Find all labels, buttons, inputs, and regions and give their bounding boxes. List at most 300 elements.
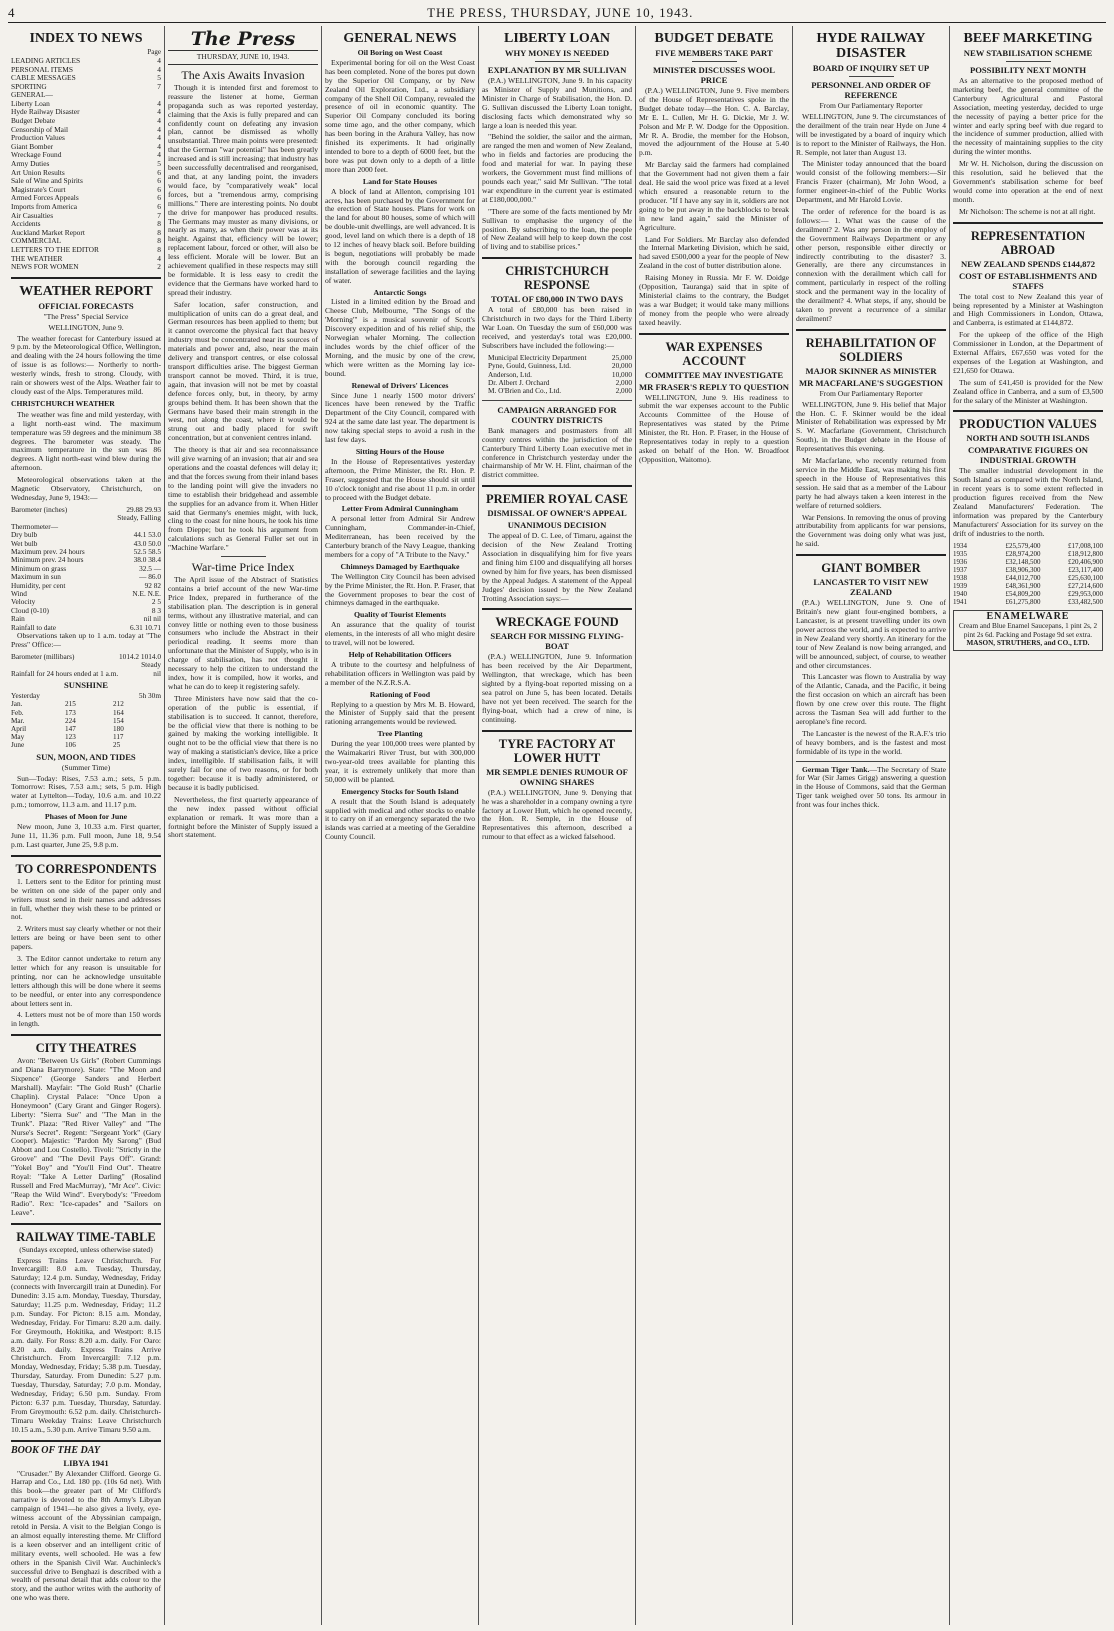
donor-amount: 2,000: [615, 377, 632, 387]
general-item-text: An assurance that the quality of tourist elements, in the interests of all who might desire to travel, will not be lowered.: [325, 620, 475, 648]
representation-paragraph: For the upkeep of the office of the High Commissioner in London, at the Department of External Affairs, £67,650 was voted for the expenses of the Legation at Washington, and £21,650 for Ottawa.: [953, 330, 1103, 375]
thermometer-am: 2: [151, 597, 156, 607]
liberty-sub2: EXPLANATION BY MR SULLIVAN: [487, 65, 627, 75]
production-south: £29,953,000: [1068, 589, 1103, 598]
production-north: £48,361,900: [1005, 581, 1041, 590]
war-expenses-sub2: MR FRASER'S REPLY TO QUESTION: [639, 381, 789, 392]
ad-title: ENAMELWARE: [986, 610, 1070, 622]
index-item-page: 4: [157, 55, 161, 65]
thermometer-am: 44.1: [133, 530, 147, 540]
production-row: [953, 574, 1103, 582]
wreckage-title: WRECKAGE FOUND: [495, 615, 619, 630]
rehab-byline: From Our Parliamentary Reporter: [819, 388, 923, 398]
sunshine-row: [11, 741, 161, 749]
sunshine-row: [11, 717, 161, 725]
donor-name: Municipal Electricity Department: [488, 352, 587, 362]
thermometer-pm: 82: [153, 580, 161, 590]
index-item-label: Production Values: [11, 133, 65, 143]
liberty-article: [482, 77, 632, 252]
thermometer-label: Humidity, per cent: [11, 580, 66, 590]
index-item-label: Accidents: [11, 219, 41, 229]
budget-paragraph: (P.A.) WELLINGTON, June 9. Five members of the House of Representatives spoke in the Budget debate today—the Hon. C. A. Barclay, Mr E. L. Cullen, Mr H. G. Dickie, Mr J. W. Polson and Mr P. W. Dodge for the Opposition. Mr R. A. Brodie, the member for the Hobson, moved the adjournment of the House at 5.40 p.m.: [639, 86, 789, 158]
beef-sub2: POSSIBILITY NEXT MONTH: [969, 65, 1087, 75]
thermometer-am: N.E.: [132, 588, 146, 598]
index-item-label: Air Casualties: [11, 210, 54, 220]
beef-paragraph: As an alternative to the proposed method of marketing beef, the general committee of the Canterbury Agricultural and Pastoral Association, meeting yesterday, decided to urge the necessity of paying a better price for the winter and early spring beef with due regard to the incidence of summer production, allied with the necessity of maintaining supplies to the city during the winter months.: [953, 76, 1103, 157]
index-item-page: 4: [157, 107, 161, 117]
rehab-sub: MAJOR SKINNER AS MINISTER: [805, 365, 937, 376]
thermometer-am: 43.0: [133, 538, 147, 548]
production-year: 1938: [953, 573, 967, 582]
thermometer-label: Cloud (0-10): [11, 605, 49, 615]
budget-paragraph: Land For Soldiers. Mr Barclay also defended the Internal Marketing Division, which he said, had saved £500,000 a year for the people of New Zealand in the cost of butter distribution alone.: [639, 234, 789, 271]
index-item-page: 7: [157, 210, 161, 220]
thermometer-pm: 53.0: [148, 530, 161, 540]
weather-title: WEATHER REPORT: [19, 283, 153, 299]
production-row: [953, 550, 1103, 558]
sunshine-a: 215: [65, 700, 76, 709]
index-item-label: LETTERS TO THE EDITOR: [11, 244, 99, 254]
thermometer-label: Minimum on grass: [11, 563, 67, 573]
column-2: [165, 26, 322, 1625]
thermometer-label: Rain: [11, 614, 25, 624]
index-item-label: Budget Debate: [11, 116, 56, 126]
donor-name: Pyne, Gould, Guinness, Ltd.: [488, 361, 571, 371]
ad-text: Cream and Blue Enamel Saucepans, 1 pint 2s, 2 pint 2s 6d. Packing and Postage 9d set extra.: [958, 621, 1098, 639]
thermometer-pm: 86.0: [148, 572, 161, 582]
general-item-heading: Antarctic Songs: [373, 287, 427, 297]
weather-forecast: The weather forecast for Canterbury issued at 9 p.m. by the Meteorological Office, Wellington, and dealing with the 24 hours following the time of issue is as follows:— Northerly to north-westerly winds, fresh to strong. Cloudy, with rain or showers west of the Alps. Weather fair to cloudy east of the Alps. Temperatures mild.: [11, 333, 161, 396]
production-north: £38,906,300: [1005, 565, 1041, 574]
press-logo: The Press: [168, 28, 318, 51]
general-item-text: Listed in a limited edition by the Broad and Cheese Club, Melbourne, "The Songs of the 'Morning'" is a musical souvenir of Scott's Discovery expedition and of his relief ship, the Norwegian whaler Morning. The collection includes words by the chief officer of the Morning, and the music by one of the crew, which were written as the Morning lay ice-bound.: [325, 297, 475, 378]
production-south: £27,214,600: [1068, 581, 1103, 590]
liberty-title: LIBERTY LOAN: [504, 31, 610, 46]
liberty-paragraph: (P.A.) WELLINGTON, June 9. In his capacity as Minister of Supply and Munitions, and Minister in Charge of Stabilisation, the Hon. D. G. Sullivan discussed the Liberty Loan tonight, disclosing facts which demonstrated why so large a loan is needed this year.: [482, 76, 632, 130]
beef-article: [953, 77, 1103, 217]
bomber-paragraph: This Lancaster was flown to Australia by way of the Atlantic, Canada, and the Pacific, it being the first occasion on which an aircraft has been flown by one crew over this route. The flight across the Tasman Sea will add further to the aeroplane's fine record.: [796, 672, 946, 726]
price-index-title: War-time Price Index: [191, 560, 295, 575]
liberty-paragraph: "Behind the soldier, the sailor and the airman, are ranged the men and women of New Zealand, who in fields and factories are producing the food and material for war. In paying these workers, the Government must find millions of pounds each year," said Mr Sullivan. "The total war expenditure in the current year is estimated at £180,000,000.": [482, 132, 632, 204]
general-item-heading: Land for State Houses: [362, 176, 438, 186]
production-year: 1934: [953, 541, 967, 550]
rehab-article: [796, 401, 946, 550]
donor-amount: 25,000: [611, 352, 632, 362]
railway-sub: (Sundays excepted, unless otherwise stated): [19, 1244, 153, 1254]
general-item-text: Replying to a question by Mrs M. B. Howard, the Minister of Supply said that the present rationing arrangements would be reviewed.: [325, 699, 475, 727]
index-item-page: 4: [157, 124, 161, 134]
sunshine-month: Mar.: [11, 716, 25, 725]
donor-name: Dr. Albert J. Orchard: [488, 377, 550, 387]
thermometer-pm: N.E.: [147, 588, 161, 598]
donor-amount: 20,000: [611, 361, 632, 371]
production-north: £54,809,200: [1005, 589, 1041, 598]
index-item-label: Army Duties: [11, 159, 50, 169]
donor-row: [482, 387, 632, 395]
sunshine-b: 154: [113, 716, 124, 725]
representation-paragraph: The sum of £41,450 is provided for the New Zealand office in Canberra, and a sum of £3,500 for the salary of the Minister at Washington.: [953, 377, 1103, 405]
production-row: [953, 558, 1103, 566]
bomber-article: [796, 599, 946, 756]
index-item-page: 8: [157, 227, 161, 237]
general-item-heading: Chimneys Damaged by Earthquake: [340, 561, 460, 571]
hyde-paragraph: The order of reference for the board is as follows:— 1. What was the cause of the derailment? 2. Was any person in the employ of the Government Railways Department or any other person, responsible either directly or indirectly contributing to the disaster? 3. Generally, are there any circumstances in connexion with the derailment which call for comment, particularly in respect of the rolling stock and the permanent way in the locality of the derailment? 4. What steps, if any, should be taken to prevent a recurrence of a similar derailment?: [796, 206, 946, 323]
war-expenses-text: WELLINGTON, June 9. His readiness to submit the war expenses account to the Public Accounts Committee of the House of Representatives was stated by the Prime Minister, the Rt. Hon. P. Fraser, in the House of Representatives today in reply to a question asked on behalf of the Hon. W. Broadfoot (Opposition, Waitomo).: [639, 392, 789, 464]
sunshine-row: [11, 709, 161, 717]
sunshine-b: 212: [113, 700, 124, 709]
sunshine-yesterday: Yesterday 5h 30m: [11, 691, 161, 700]
production-north: £28,974,200: [1005, 549, 1041, 558]
index-item-label: Censorship of Mail: [11, 124, 69, 134]
sunshine-a: 106: [65, 741, 76, 750]
hyde-paragraph: The Minister today announced that the board would consist of the following members:—Sir Francis Frazer (chairman), Mr John Wood, a former engineer-in-chief of the Public Works Department, and Mr Harold Lovie.: [796, 159, 946, 205]
representation-title: REPRESENTATION ABROAD: [970, 228, 1086, 257]
budget-title: BUDGET DEBATE: [654, 31, 774, 46]
bomber-title: GIANT BOMBER: [821, 561, 921, 576]
general-item-text: During the year 100,000 trees were planted by the Waimakariri River Trust, but with 300,000 two-year-old trees available for planting this year, it is extremely unlikely that more than 50,000 will be planted.: [325, 739, 475, 784]
index-item-label: Wreckage Found: [11, 150, 62, 160]
thermometer-am: 8: [151, 605, 156, 615]
sunshine-a: 123: [65, 733, 76, 742]
premier-sub2: UNANIMOUS DECISION: [507, 520, 607, 531]
production-year: 1941: [953, 597, 967, 606]
production-title: PRODUCTION VALUES: [959, 417, 1097, 432]
thermometer-label: Wind: [11, 588, 27, 598]
tyre-title: TYRE FACTORY AT LOWER HUTT: [498, 736, 616, 765]
tank-item: German Tiger Tank.—The Secretary of State for War (Sir James Grigg) answering a question in the House of Commons, said that the German Tiger tank weighed over 50 tons. Its armour in front was four inches thick.: [796, 764, 946, 810]
sunshine-month: May: [11, 733, 25, 742]
cc-weather-text: The weather was fine and mild yesterday, with a light north-east wind. The maximum temperature was 59 degrees and the minimum 38 degrees. The barometer was steady. The maximum temperature in the sun was 86 degrees. A light north-east wind blew during the afternoon.: [11, 409, 161, 473]
index-item-label: Armed Forces Appeals: [11, 193, 79, 203]
index-item-page: 6: [157, 184, 161, 194]
index-item-page: 4: [157, 133, 161, 143]
thermometer-pm: nil: [153, 614, 161, 624]
index-item-label: SPORTING: [11, 81, 47, 91]
production-year: 1936: [953, 557, 967, 566]
thermometer-am: 92: [144, 580, 152, 590]
production-south: £33,482,500: [1068, 597, 1103, 606]
general-item-text: Since June 1 nearly 1500 motor drivers' licences have been renewed by the Traffic Department of the City Council, compared with 924 at the same date last year. The department is now taking special steps to avoid a rush in the last few days.: [325, 390, 475, 445]
rainfall-24: Rainfall for 24 hours ended at 1 a.m. nil: [11, 668, 161, 678]
general-item-heading: Letter From Admiral Cunningham: [341, 504, 459, 514]
thermometer-label: Maximum prev. 24 hours: [11, 546, 85, 556]
correspondent-rule: 3. The Editor cannot undertake to return any letter which for any reason is unsuitable for printing, nor can he acknowledge unsuitable letters although this will be done where it seems to be needful, or enter into any correspondence about letters sent in.: [11, 954, 161, 1008]
war-expenses-sub: COMMITTEE MAY INVESTIGATE: [644, 369, 784, 380]
thermometer-pm: 50.0: [148, 538, 161, 548]
general-item-heading: Renewal of Drivers' Licences: [351, 380, 449, 390]
correspondents-title: TO CORRESPONDENTS: [15, 861, 157, 876]
sun-moon-sub: (Summer Time): [61, 762, 111, 772]
moon-title: Phases of Moon for June: [44, 812, 128, 822]
rehab-paragraph: Mr Macfarlane, who recently returned from service in the Middle East, was making his first speech in the House of Representatives this session. He said that as a member of the Labour party he had always taken a keen interest in the welfare of returned soldiers.: [796, 456, 946, 510]
bomber-sub: LANCASTER TO VISIT NEW ZEALAND: [813, 577, 929, 598]
production-row: [953, 582, 1103, 590]
production-north: £61,275,800: [1005, 597, 1041, 606]
sunshine-month: Feb.: [11, 708, 24, 717]
representation-sub: NEW ZEALAND SPENDS £144,872: [960, 258, 1096, 269]
index-item-label: GENERAL—: [11, 90, 53, 100]
budget-paragraph: Raising Money in Russia. Mr F. W. Doidge (Opposition, Tauranga) said that in spite of Ministerial claims to the contrary, the Budget was a war Budget; it would take many millions of money from the people who were already taxed heavily.: [639, 273, 789, 327]
index-item-label: Sale of Wine and Spirits: [11, 176, 83, 186]
book-subtitle: LIBYA 1941: [63, 1457, 109, 1468]
index-item-label: Imports from America: [11, 202, 78, 211]
theatres-title: CITY THEATRES: [35, 1041, 137, 1056]
index-item-page: 4: [157, 150, 161, 160]
production-text: The smaller industrial development in the South Island as compared with the North Island, in recent years is to some extent reflected in production figures received from the New Zealand Manufacturers' Federation. The information was prepared by the Canterbury Manufacturers' Association for its survey on the drift of industries to the north.: [953, 466, 1103, 538]
theatres-text: Avon: "Between Us Girls" (Robert Cummings and Diana Barrymore). State: "The Moon and Sixpence" (George Sanders and Herbert Marshall). Mayfair: "The Gold Rush" (Charlie Chaplin). Crystal Palace: "Once Upon a Honeymoon" (Cary Grant and Ginger Rogers). Liberty: "Sierra Sue" and "The Man in the Trunk". Plaza: "Red River Valley" and "The Nurse's Secret". Regent: "Sergeant York" (Gary Cooper). Majestic: "Pardon My Sarong" (Bud Abbott and Lou Costello). Tivoli: "Strictly in the Groove" and "The Devil Pays Off". Grand: "Yokel Boy" and "You'll Find Out". Theatre Royal: "Take A Letter Darling" (Rosalind Russell and Fred MacMurray), "Mr Ace". Civic: "Reap the Wild Wind". Everybody's: "Freedom Radio". Rex: "Ice-capades" and "Sailors on Leave".: [11, 1056, 161, 1217]
index-item-page: 5: [157, 73, 161, 83]
thermometer-am: —: [139, 572, 147, 582]
sun-moon-text: Sun—Today: Rises, 7.53 a.m.; sets, 5 p.m. Tomorrow: Rises, 7.53 a.m.; sets, 5 p.m. High water at Lyttelton—Today, 10.6 a.m. and 10.22 p.m.; tomorrow, 11.3 a.m. and 11.17 p.m.: [11, 773, 161, 810]
masthead: [8, 4, 1106, 23]
barometer-row: Barometer (inches) 29.88 29.93: [11, 504, 161, 514]
sunshine-title: SUNSHINE: [64, 680, 108, 690]
donor-amount: 10,000: [611, 369, 632, 379]
correspondent-rule: 4. Letters must not be of more than 150 words in length.: [11, 1010, 161, 1029]
book-title: BOOK OF THE DAY: [11, 1444, 100, 1456]
bomber-paragraph: The Lancaster is the newest of the R.A.F.'s trio of heavy bombers, and is the fastest and most formidable of its type in the world.: [796, 728, 946, 756]
price-paragraph: Nevertheless, the first quarterly appearance of the new index passed without official explanation or remark. It was more than a fortnight before the Minister of Supply issued a short statement.: [168, 794, 318, 840]
index-title: INDEX TO NEWS: [29, 31, 143, 46]
liberty-paragraph: "There are some of the facts mentioned by Mr Sullivan to emphasise the urgency of the position. By subscribing to the loan, the people of New Zealand will help to keep down the cost of living and to stabilise prices.": [482, 206, 632, 252]
correspondent-rule: 1. Letters sent to the Editor for printing must be written on one side of the paper only and writers must send in their names and addresses in full, whether they wish these to be printed or not.: [11, 876, 161, 922]
sunshine-list: [11, 700, 161, 749]
production-north: £44,012,700: [1005, 573, 1041, 582]
index-item-page: 2: [157, 262, 161, 272]
sunshine-row: [11, 725, 161, 733]
hyde-sub: BOARD OF INQUIRY SET UP: [812, 63, 930, 73]
column-1: INDEX TO NEWS Page LEADING ARTICLES 4 PERSONAL ITEMS 4 CABLE MESSAGES 5 SPORTING 7 GENERAL— Liberty Loan 4 Hyde Railway Disaster 4 Budget Debate 4 Censorship of Mail 4 Production Values 4 Giant Bomber 4 Wreckage Found 4 Army Duties 5 Art Union Results 6 Sale of Wine and Spirits 6 Magistrate's Court 6 Armed Forces Appeals 6 Imports from America 6 Air Casualties 7 Accidents 8 Auckland Market Report 8 COMMERCIAL 8 LETTERS TO THE EDITOR 8 THE WEATHER 4 NEWS FOR WOMEN 2 WEATHER REPORT OFFICIAL FORECASTS "The Press" Special Service WELLINGTON, June 9. The weather forecast for Canterbury issued at 9 p.m. by the Meteorological Office, Wellington, and dealing with the 24 hours following the time of issue is as follows:— Northerly to north-westerly winds, fresh to strong. Cloudy, with rain or showers west of the Alps. Weather fair to cloudy east of the Alps. Temperatures mild. CHRISTCHURCH WEATHER The weather was fine and mild yesterday, with a light north-east wind. The maximum temperature was 59 degrees and the minimum 38 degrees. The barometer was steady. The maximum temperature in the sun was 86 degrees. A light north-east wind blew during the afternoon. Meteorological observations taken at the Magnetic Observatory, Christchurch, on Wednesday, June 9, 1943:— Barometer (inches) 29.88 29.93 Steady, Falling Thermometer— Dry bulb 44.1 53.0 Wet bulb 43.0 50.0 Maximum prev. 24 hours 52.5 58.5 Minimum prev. 24 hours 38.0 38.4 Minimum on grass 32.5 — Maximum in sun — 86.0 Humidity, per cent 92 82 Wind N.E. N.E. Velocity 2 5 Cloud (0-10) 8 3 Rain nil nil Rainfall to date 6.31 10.71 Observations taken up to 1 a.m. today at "The Press" Office:— Barometer (millibars) 1014.2 1014.0 Steady Rainfall for 24 hours ended at 1 a.m. nil SUNSHINE Yesterday 5h 30m Jan. 215 212 Feb. 173 164 Mar. 224 154 April 147 180 May 123 117 June 106 25 SUN, MOON, AND TIDES (Summer Time) Sun—Today: Rises, 7.53 a.m.; sets, 5 p.m. Tomorrow: Rises, 7.53 a.m.; sets, 5 p.m. High water at Lyttelton—Today, 10.6 a.m. and 10.22 p.m.; tomorrow, 11.3 a.m. and 11.17 p.m. Phases of Moon for June New moon, June 3, 10.33 a.m. First quarter, June 11, 11.36 p.m. Full moon, June 18, 9.54 p.m. Last quarter, June 25, 9.8 p.m. TO CORRESPONDENTS 1. Letters sent to the Editor for printing must be written on one side of the paper only and writers must send in their names and addresses in full, whether they wish these to be printed or not. 2. Writers must say clearly whether or not their letters are being or have been sent to other papers. 3. The Editor cannot undertake to return any letter which for any reason is unsuitable for printing, nor can he acknowledge unsuitable letters although this will be done where it seems to be needful, or enter into any correspondence about letters sent in. 4. Letters must not be of more than 150 words in length. CITY THEATRES Avon: "Between Us Girls" (Robert Cummings and Diana Barrymore). State: "The Moon and Sixpence" (George Sanders and Herbert Marshall). Mayfair: "The Gold Rush" (Charlie Chaplin). Crystal Palace: "Once Upon a Honeymoon" (Cary Grant and Ginger Rogers). Liberty: "Sierra Sue" and "The Man in the Trunk". Plaza: "Red River Valley" and "The Nurse's Secret". Regent: "Sergeant York" (Gary Cooper). Majestic: "Pardon My Sarong" (Bud Abbott and Lou Costello). Tivoli: "Strictly in the Groove" and "The Devil Pays Off". Grand: "Yokel Boy" and "You'll Find Out". Theatre Royal: "Take A Letter Darling" (Rosalind Russell and Fred MacMurray), "Mr Ace". Civic: "Reap the Wild Wind". Everybody's: "Freedom Radio". Rex: "Ice-capades" and "Sailors on Leave". RAILWAY TIME-TABLE (Sundays excepted, unless otherwise stated) Express Trains Leave Christchurch. For Invercargill: 8.0 a.m. Tuesday, Thursday, Saturday; 12.4 p.m. Sunday, Wednesday, Friday (connects with Invercargill train at Dunedin). For Dunedin: 3.15 a.m. Monday, Tuesday, Thursday, Saturday; 11.25 p.m. Wednesday, Friday; 11.2 p.m. Sunday. For Picton: 8.15 a.m. Monday, Wednesday, Friday. For Timaru: 8.20 a.m. daily. For Greymouth, Hokitika, and Westport: 8.15 a.m. daily. For Ross: 8.20 a.m. daily. For Oaro: 8.20 a.m. daily. Express Trains Arrive Christchurch. From Invercargill: 7.12 p.m. Monday, Wednesday, Friday; 5.38 p.m. Tuesday, Thursday, Saturday. From Dunedin: 5.27 p.m. Tuesday, Thursday, Saturday; 7.0 p.m. Monday, Wednesday, Friday; 6.50 p.m. Sunday. From Picton: 6.37 p.m. Tuesday, Thursday, Saturday. From Greymouth: 6.52 p.m. daily. Christchurch-Timaru Weekday Trains: Leave Christchurch 10.15 a.m., 5.30 p.m. Arrive Timaru 9.50 a.m. BOOK OF THE DAY LIBYA 1941 "Crusader." By Alexander Clifford. George G. Harrap and Co., Ltd. 180 pp. (10s 6d net). With this book—the greater part of Mr Clifford's narrative is devoted to the 8th Army's Libyan campaign of 1941—he also gives a lively, eye-witness account of the Abyssinian campaign, retold in Persia. A visit to the Belgian Congo is an almost equally interesting theme. Mr Clifford is a keen observer and an intelligent critic of military events, well schooled. He was a few others in the Spanish Civil War. Auchinleck's successful drive to Benghazi is described with a wealth of personal detail that adds colour to the story, and the author writes with the authority of one who was there.: [8, 26, 165, 1625]
index-item-label: COMMERCIAL: [11, 236, 62, 246]
thermometer-am: nil: [143, 614, 152, 624]
index-item-label: Giant Bomber: [11, 141, 54, 151]
index-item: [11, 263, 161, 272]
moon-text: New moon, June 3, 10.33 a.m. First quarter, June 11, 11.36 p.m. Full moon, June 18, 9.54 p.m. Last quarter, June 25, 9.8 p.m.: [11, 822, 161, 849]
price-index-article: [168, 576, 318, 840]
index-item-label: Art Union Results: [11, 167, 65, 177]
sunshine-month: April: [11, 725, 27, 734]
index-item-label: CABLE MESSAGES: [11, 73, 76, 83]
cc-weather-title: CHRISTCHURCH WEATHER: [11, 398, 115, 408]
bomber-paragraph: (P.A.) WELLINGTON, June 9. One of Britain's new giant four-engined bombers, a Lancaster, is at present travelling under its own power across the world, and is expected to arrive in New Zealand very shortly. An itinerary for the tour of New Zealand is now being arranged, and will be announced, subject, of course, to weather and other circumstances.: [796, 598, 946, 670]
rehab-sub2: MR MACFARLANE'S SUGGESTION: [798, 377, 944, 388]
index-item-page: 4: [157, 141, 161, 151]
sunshine-b: 25: [113, 741, 121, 750]
index-item-page: 6: [157, 193, 161, 203]
index-page-label: Page: [147, 48, 161, 56]
production-north: £32,148,500: [1005, 557, 1041, 566]
index-item-label: Hyde Railway Disaster: [11, 107, 80, 117]
premier-sub: DISMISSAL OF OWNER'S APPEAL: [487, 508, 627, 519]
production-south: £20,406,900: [1068, 557, 1103, 566]
donor-name: Anderson, Ltd.: [488, 369, 532, 379]
campaign-text: Bank managers and postmasters from all country centres within the jurisdiction of the Canterbury Third Liberty Loan executive met in conference in Christchurch yesterday under the chairmanship of Mr W. H. Flint, chairman of the district committee.: [482, 425, 632, 480]
production-year: 1940: [953, 589, 967, 598]
representation-paragraph: The total cost to New Zealand this year of being represented by a Minister at Washington and High Commissioners in London, Ottawa, and Canberra, is estimated at £144,872.: [953, 291, 1103, 328]
editorial-date: THURSDAY, JUNE 10, 1943.: [168, 51, 318, 65]
lead-paragraph: Though it is intended first and foremost to reassure the listener at home, German propaganda such as was reported yesterday, claiming that the Axis is fully prepared and can confidently count on defeating any invasion plan, cannot be dismissed as wholly unsubstantial. Three main points were presented: that the German "war potential" has been greatly increased and is still increasing; that industry has been successfully decentralised and reorganised, and that, at any landing point, the invaders would face, by "comparatively weak" local forces, but a "tremendous army, comprising millions." There are interesting points. No doubt the drive for manpower has produced results. The Germans may muster as many divisions, or nearly as many, as when their power was at its height. Against that, efficiency will be lower; replacement labour, forced or other, will also be less efficient. Morale will be lower. But an achievement qualified in these respects may still be formidable. It is less easy to credit the evidence that the Germans have worked hard to spread their industry.: [168, 82, 318, 297]
general-item-heading: Tree Planting: [377, 729, 423, 739]
beef-paragraph: Mr Nicholson: The scheme is not at all right.: [959, 206, 1096, 216]
enamelware-ad: [953, 610, 1103, 652]
donor-list: [482, 354, 632, 396]
hyde-byline: From Our Parliamentary Reporter: [819, 101, 923, 110]
production-south: £18,912,800: [1068, 549, 1103, 558]
general-news-title: GENERAL NEWS: [343, 31, 457, 46]
beef-title: BEEF MARKETING: [963, 31, 1093, 46]
sunshine-row: [11, 700, 161, 708]
index-item-page: 4: [157, 253, 161, 263]
index-item-page: 6: [157, 167, 161, 177]
thermometer-label: Thermometer—: [11, 521, 59, 531]
beef-paragraph: Mr W. H. Nicholson, during the discussion on this resolution, said he believed that the Government's stabilisation scheme for beef would come into operation at the end of next month.: [953, 159, 1103, 204]
sunshine-a: 224: [65, 716, 76, 725]
general-news-list: [325, 49, 475, 842]
hyde-sub2: PERSONNEL AND ORDER OF REFERENCE: [811, 80, 931, 100]
production-year: 1937: [953, 565, 967, 574]
column-3: [322, 26, 479, 1625]
sunshine-b: 164: [113, 708, 124, 717]
weather-place: WELLINGTON, June 9.: [48, 322, 124, 332]
production-table: [953, 542, 1103, 606]
thermometer-label: Dry bulb: [11, 530, 38, 540]
thermometer-row: [11, 607, 161, 615]
correspondents-list: [11, 878, 161, 1030]
budget-sub2: MINISTER DISCUSSES WOOL PRICE: [652, 65, 776, 85]
production-year: 1939: [953, 581, 967, 590]
general-item-text: Experimental boring for oil on the West Coast has been completed. None of the bores put down by the Superior Oil Company, or by New Zealand Oil Exploration, Ltd., a subsidiary company of the Shell Oil Company, revealed the presence of oil in economic quantity. The Superior Oil Company concluded its boring some time ago, and the other company, which has been boring in the Arahura Valley, has now finished its experiments. It had originally intended to bore to a depth of 6000 feet, but the bore was put down only to a depth of a little more than 2000 feet.: [325, 57, 475, 174]
column-4: [479, 26, 636, 1625]
general-item-text: A block of land at Allenton, comprising 101 acres, has been purchased by the Government for the erection of State houses. Plans for work on the land for about 80 houses, some of which will be double-unit dwellings, are well advanced. It is good, level land on which there is a depth of 18 to 12 inches of heavy black soil. Before building is begun, negotiations will probably be made with the borough council regarding the installation of sewerage facilities and the laying of water.: [325, 186, 475, 285]
cc-response-sub: TOTAL OF £80,000 IN TWO DAYS: [490, 294, 624, 305]
price-paragraph: Three Ministers have now said that the co-operation of the public is essential, if stabilisation is to succeed. It cannot, therefore, be the official view that there is nothing to be gained by making the working intelligible. It ought not to be the official view that there is no way of making a statistician's device, like a price index, intelligible. If stabilisation fails, it will surely fail for one of two reasons, or for both together: because it is badly administered, or because it is badly publicised.: [168, 693, 318, 792]
thermometer-am: 32.5: [139, 563, 152, 573]
index-item-page: 6: [157, 176, 161, 186]
price-paragraph: The April issue of the Abstract of Statistics contains a brief account of the new War-time Price Index, prepared in furtherance of the stabilisation plan. The description is in general terms, without any illustrative material, and can convey little or nothing even to those business consumers who include the Abstract in their periodical reading. It seems more than unfortunate that the Minister of Supply, who is in charge of stabilisation, has not thought it necessary to help the citizen to understand the index, how it is compiled, how it works, and what he can do to keep it registering safely.: [168, 575, 318, 691]
newspaper-columns: [8, 26, 1106, 1625]
liberty-sub: WHY MONEY IS NEEDED: [504, 48, 610, 58]
thermometer-label: Minimum prev. 24 hours: [11, 555, 84, 565]
wreckage-text: (P.A.) WELLINGTON, June 9. Information has been received by the Air Department, Wellington, that wreckage, which has been sighted by a flying-boat reported missing on a sea patrol on June 5, has been located. Details have not yet been received. The search for the flying-boat, which had a crew of nine, is continuing.: [482, 652, 632, 724]
railway-text: Express Trains Leave Christchurch. For Invercargill: 8.0 a.m. Tuesday, Thursday, Saturday; 12.4 p.m. Sunday, Wednesday, Friday (connects with Invercargill train at Dunedin). For Dunedin: 3.15 a.m. Monday, Tuesday, Thursday, Saturday; 11.25 p.m. Wednesday, Friday; 11.2 p.m. Sunday. For Picton: 8.15 a.m. Monday, Wednesday, Friday. For Timaru: 8.20 a.m. daily. For Greymouth, Hokitika, and Westport: 8.15 a.m. daily. For Ross: 8.20 a.m. daily. For Oaro: 8.20 a.m. daily. Express Trains Arrive Christchurch. From Invercargill: 7.12 p.m. Monday, Wednesday, Friday; 5.38 p.m. Tuesday, Thursday, Saturday. From Dunedin: 5.27 p.m. Tuesday, Thursday, Saturday; 7.0 p.m. Monday, Wednesday, Friday; 6.50 p.m. Sunday. From Picton: 6.37 p.m. Tuesday, Thursday, Saturday. From Greymouth: 6.52 p.m. daily. Christchurch-Timaru Weekday Trains: Leave Christchurch 10.15 a.m., 5.30 p.m. Arrive Timaru 9.50 a.m.: [11, 1255, 161, 1434]
campaign-title: CAMPAIGN ARRANGED FOR COUNTRY DISTRICTS: [497, 404, 617, 425]
sunshine-a: 173: [65, 708, 76, 717]
thermometer-label: Maximum in sun: [11, 572, 61, 582]
thermometer-pm: 5: [157, 597, 161, 607]
cc-response-title: CHRISTCHURCH RESPONSE: [505, 264, 609, 293]
production-north: £25,579,400: [1005, 541, 1041, 550]
general-item-heading: Rationing of Food: [369, 689, 431, 699]
thermometer-pm: 38.4: [148, 555, 161, 565]
tyre-text: (P.A.) WELLINGTON, June 9. Denying that he was a shareholder in a company owning a tyre factory at Lower Hutt, which he opened recently, the Hon. R. Semple, in the House of Representatives this afternoon, described a rumour to that effect as a wicked falsehood.: [482, 787, 632, 842]
hyde-article: [796, 113, 946, 324]
production-row: [953, 566, 1103, 574]
budget-paragraph: Mr Barclay said the farmers had complained that the Government had not given them a fair deal. He said the wool price was fixed at a level which ensured a reasonable return to the producer. "If I have any say in it, soldiers are not going to be put away in the backblocks to break in new land again," said the Minister of Agriculture.: [639, 160, 789, 232]
budget-article: [639, 87, 789, 328]
general-item-heading: Sitting Hours of the House: [355, 446, 445, 456]
general-item-text: The Wellington City Council has been advised by the Prime Minister, the Rt. Hon. P. Fraser, that the Government proposes to bear the cost of chimneys damaged in the earthquake.: [325, 571, 475, 608]
rehab-title: REHABILITATION OF SOLDIERS: [805, 335, 937, 364]
index-item-label: Liberty Loan: [11, 98, 50, 108]
cc-response-text: A total of £80,000 has been raised in Christchurch in two days for the Third Liberty War Loan. On Tuesday the sum of £60,000 was received, and yesterday's total was £20,000. Subscribers have included the following:—: [482, 305, 632, 350]
thermometer-label: Velocity: [11, 597, 36, 607]
premier-text: The appeal of D. C. Lee, of Timaru, against the decision of the New Zealand Trotting Association in disqualifying him for five years and fining him £100 and disqualifying all horses owned by him for five years, has been dismissed by the Appeal Judges. A statement of the Appeal Judges' decision issued by the New Zealand Trotting Association says:—: [482, 531, 632, 603]
general-item-heading: Emergency Stocks for South Island: [341, 786, 459, 796]
rehab-paragraph: War Pensions. In removing the onus of proving attributability from applicants for war pensions, the Government was doing only what was just, he said.: [796, 512, 946, 549]
index-item-label: PERSONAL ITEMS: [11, 64, 73, 74]
thermometer-list: [11, 531, 161, 623]
page-number: 4: [8, 5, 15, 20]
thermometer-label: Wet bulb: [11, 538, 38, 548]
sunshine-month: Jan.: [11, 700, 23, 709]
donor-amount: 2,000: [615, 386, 632, 396]
index-item-page: 5: [157, 159, 161, 169]
index-item-page: 8: [157, 236, 161, 246]
sunshine-b: 117: [113, 733, 124, 742]
ad-firm: MASON, STRUTHERS, and CO., LTD.: [966, 639, 1090, 648]
general-item-heading: Quality of Tourist Elements: [353, 610, 447, 620]
index-item-page: 8: [157, 219, 161, 229]
production-year: 1935: [953, 549, 967, 558]
thermometer-pm: —: [153, 563, 161, 573]
index-item-page: 4: [157, 116, 161, 126]
index-item-page: 7: [157, 81, 161, 91]
general-item-heading: Help of Rehabilitation Officers: [348, 650, 452, 659]
lead-title: The Axis Awaits Invasion: [181, 67, 305, 82]
index-item-page: 4: [157, 98, 161, 108]
general-item-text: A personal letter from Admiral Sir Andrew Cunningham, Commander-in-Chief, Mediterranean, has been received by the Canterbury branch of the Navy League, thanking members for a copy of "A Tribute to the Navy.": [325, 514, 475, 559]
rain-to-date: Rainfall to date 6.31 10.71: [11, 622, 161, 632]
index-item-label: NEWS FOR WOMEN: [11, 262, 79, 272]
column-5: [636, 26, 793, 1625]
index-item-label: THE WEATHER: [11, 253, 63, 263]
war-expenses-title: WAR EXPENSES ACCOUNT: [665, 339, 763, 368]
thermometer-am: 38.0: [133, 555, 147, 565]
sunshine-month: June: [11, 741, 25, 750]
production-row: [953, 542, 1103, 550]
production-row: [953, 598, 1103, 606]
donor-name: M. O'Brien and Co., Ltd.: [488, 386, 562, 396]
premier-title: PREMIER ROYAL CASE: [486, 492, 628, 507]
representation-article: [953, 293, 1103, 406]
observations2-intro: Observations taken up to 1 a.m. today at "The Press" Office:—: [11, 630, 161, 649]
sun-moon-title: SUN, MOON, AND TIDES: [36, 751, 136, 762]
column-7: [950, 26, 1106, 1625]
general-item-text: A result that the South Island is adequately supplied with medical and other stocks to enable it to carry on if an emergency separated the two islands was carried at a meeting of the Geraldine County Council.: [325, 796, 475, 842]
sunshine-row: [11, 733, 161, 741]
production-south: £17,008,100: [1068, 541, 1103, 550]
index-item-label: Auckland Market Report: [11, 227, 85, 237]
sunshine-a: 147: [65, 725, 76, 734]
production-south: £25,630,100: [1068, 573, 1103, 582]
observations-intro: Meteorological observations taken at the Magnetic Observatory, Christchurch, on Wednesday, June 9, 1943:—: [11, 475, 161, 502]
index-item-page: 6: [157, 202, 161, 211]
railway-title: RAILWAY TIME-TABLE: [16, 1229, 156, 1244]
index-item-page: 4: [157, 64, 161, 74]
column-6: [793, 26, 950, 1625]
thermometer-pm: 3: [157, 605, 161, 615]
masthead-title: THE PRESS, THURSDAY, JUNE 10, 1943.: [427, 5, 694, 20]
rehab-paragraph: WELLINGTON, June 9. His belief that Major the Hon. C. F. Skinner would be the ideal Minister of Rehabilitation was expressed by Mr S. W. Macfarlane (Government, Christchurch South), in the Budget debate in the House of Representatives this evening.: [796, 399, 946, 454]
general-item-heading: Oil Boring on West Coast: [357, 48, 443, 57]
correspondent-rule: 2. Writers must say clearly whether or not their letters are being or have been sent to other papers.: [11, 924, 161, 952]
index-item-label: Magistrate's Court: [11, 184, 66, 194]
index-item-page: 8: [157, 244, 161, 254]
index-item-label: LEADING ARTICLES: [11, 55, 81, 65]
production-south: £23,117,400: [1068, 565, 1103, 574]
weather-byline: "The Press" Special Service: [43, 311, 129, 321]
production-row: [953, 590, 1103, 598]
